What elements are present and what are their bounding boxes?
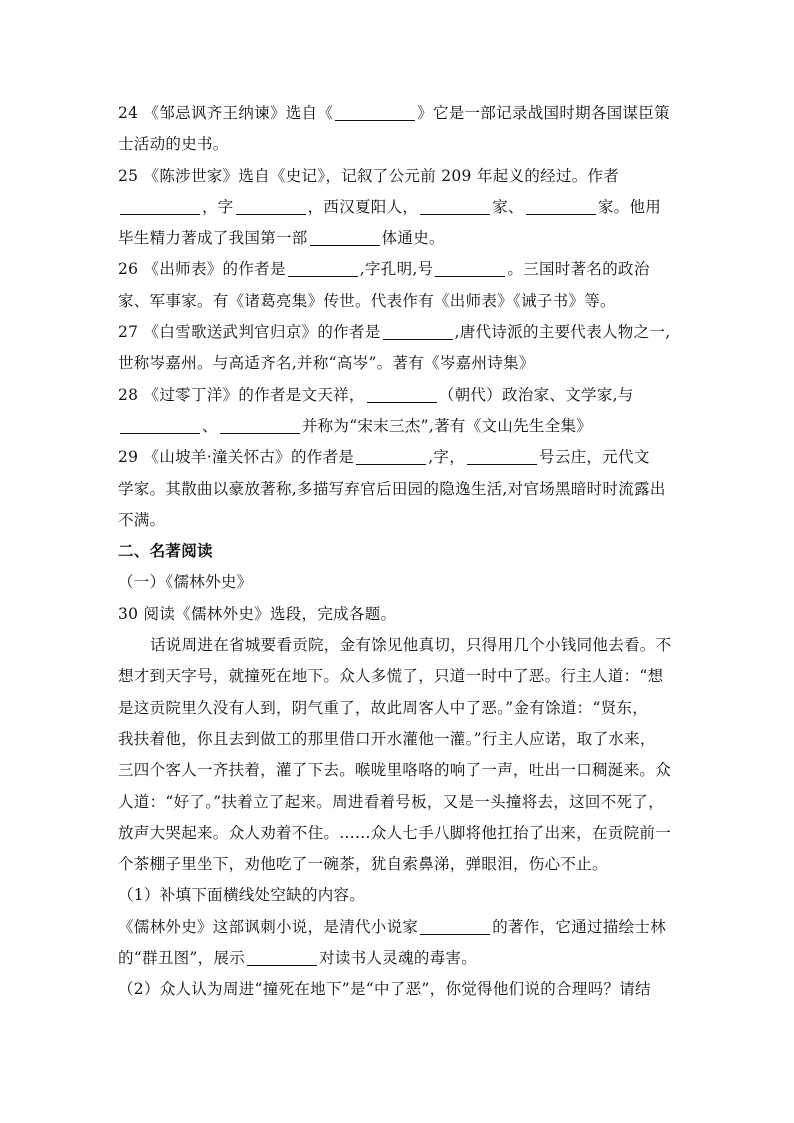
- q25-text-f: 体通史。: [381, 229, 445, 248]
- passage-line: 是这贡院里久没有人到，阴气重了，故此周客人中了恶。”金有馀道：“贤东，: [118, 698, 649, 717]
- passage-line: 想才到天字号，就撞死在地下。众人多慌了，只道一时中了恶。行主人道：“想: [118, 667, 664, 686]
- q24-line-1: [118, 98, 690, 129]
- q29-text-a: 29 《山坡羊·潼关怀古》的作者是: [118, 448, 355, 467]
- exam-page: [118, 98, 690, 1006]
- answer-blank[interactable]: [335, 102, 415, 121]
- answer-blank[interactable]: [356, 446, 426, 465]
- q27-text-b: ,唐代诗派的主要代表人物之一,: [454, 323, 671, 342]
- answer-blank[interactable]: [247, 947, 317, 966]
- section-heading: 二、名著阅读: [118, 542, 213, 561]
- sub-question-1-line-2: [118, 943, 690, 974]
- q24-text-b: 》它是一部记录战国时期各国谋臣策: [417, 104, 670, 122]
- answer-blank[interactable]: [383, 321, 453, 340]
- sub-question-1-line-1: [118, 912, 690, 943]
- passage-line: 三四个客人一齐扶着，灌了下去。喉咙里咯咯的响了一声，吐出一口稠涎来。众: [118, 761, 672, 780]
- sub-question-1-prompt: （1）补填下面横线处空缺的内容。: [118, 886, 366, 905]
- q26-text-c: 。三国时著名的政治: [507, 260, 650, 279]
- passage-line: 个茶棚子里坐下，劝他吃了一碗茶，犹自索鼻涕，弹眼泪，伤心不止。: [118, 855, 608, 874]
- q27-text-a: 27 《白雪歌送武判官归京》的作者是: [118, 323, 381, 342]
- q28-text-b: （朝代）政治家、文学家,与: [438, 385, 634, 404]
- sub-question-2-line-1: （2）众人认为周进“撞死在地下”是“中了恶”，你觉得他们说的合理吗？请结: [118, 980, 651, 999]
- q25-text-a: ，字: [202, 197, 234, 216]
- answer-blank[interactable]: [310, 227, 380, 246]
- passage-line: 放声大哭起来。众人劝着不住。……众人七手八脚将他扛抬了出来，在贡院前一: [118, 823, 672, 842]
- q25-text-c: 家、: [492, 197, 524, 216]
- q29-line-2: 学家。其散曲以豪放著称,多描写弃官后田园的隐逸生活,对官场黑暗时时流露出: [118, 479, 666, 498]
- q28-text-d: 并称为“宋末三杰”,著有《文山先生全集》: [301, 416, 593, 435]
- passage-line: 人道：“好了。”扶着立了起来。周进看着号板，又是一头撞将去，这回不死了，: [118, 792, 664, 811]
- answer-blank[interactable]: [420, 916, 490, 935]
- answer-blank[interactable]: [367, 384, 437, 403]
- q29-text-b: ,字，: [428, 448, 466, 467]
- q27-line-1: [118, 317, 690, 348]
- subsection-title: （一）《儒林外史》: [118, 573, 253, 592]
- q25-text-e: 毕生精力著成了我国第一部: [118, 229, 308, 248]
- q28-text-a: 28 《过零丁洋》的作者是文天祥，: [118, 385, 365, 404]
- q26-text-b: ,字孔明,号: [359, 260, 434, 279]
- answer-blank[interactable]: [526, 196, 596, 215]
- q24-line-2: 士活动的史书。: [118, 135, 229, 154]
- answer-blank[interactable]: [420, 196, 490, 215]
- q29-line-3: 不满。: [118, 510, 166, 529]
- q26-line-1: [118, 254, 690, 285]
- q30-title: 30 阅读《儒林外史》选段，完成各题。: [118, 604, 397, 623]
- q25-text-b: ，西汉夏阳人，: [307, 197, 419, 216]
- answer-blank[interactable]: [220, 415, 300, 434]
- q25-line-3: [118, 223, 690, 254]
- sub1-text-a: 《儒林外史》这部讽刺小说，是清代小说家: [118, 917, 419, 936]
- q26-line-2: 家、军事家。有《诸葛亮集》传世。代表作有《出师表》《诫子书》等。: [118, 291, 616, 310]
- q29-line-1: [118, 442, 690, 473]
- answer-blank[interactable]: [236, 196, 306, 215]
- answer-blank[interactable]: [467, 446, 537, 465]
- q26-text-a: 26 《出师表》的作者是: [118, 260, 286, 279]
- q29-text-c: 号云庄，元代文: [539, 448, 650, 467]
- q24-text-a: 24 《邹忌讽齐王纳谏》选自《: [118, 104, 334, 122]
- q25-line-2: [118, 192, 690, 223]
- answer-blank[interactable]: [120, 415, 200, 434]
- q25-line-1: 25 《陈涉世家》选自《史记》，记叙了公元前 209 年起义的经过。作者: [118, 166, 620, 185]
- passage-line: 话说周进在省城要看贡院，金有馀见他真切，只得用几个小钱同他去看。不: [150, 636, 672, 655]
- answer-blank[interactable]: [288, 258, 358, 277]
- answer-blank[interactable]: [435, 258, 505, 277]
- answer-blank[interactable]: [120, 196, 200, 215]
- q25-text-d: 家。他用: [597, 197, 662, 216]
- sub1-text-b: 的著作，它通过描绘士林: [492, 917, 667, 936]
- q27-line-2: 世称岑嘉州。与高适齐名,并称“高岑”。著有《岑嘉州诗集》: [118, 354, 535, 373]
- sub1-text-d: 对读书人灵魂的毒害。: [319, 949, 478, 968]
- sub1-text-c: 的“群丑图”，展示: [118, 949, 246, 968]
- q28-text-c: 、: [202, 416, 218, 435]
- passage-line: 我扶着他，你且去到做工的那里借口开水灌他一灌。”行主人应诺，取了水来，: [118, 729, 656, 748]
- q28-line-2: [118, 411, 690, 442]
- q28-line-1: [118, 380, 690, 411]
